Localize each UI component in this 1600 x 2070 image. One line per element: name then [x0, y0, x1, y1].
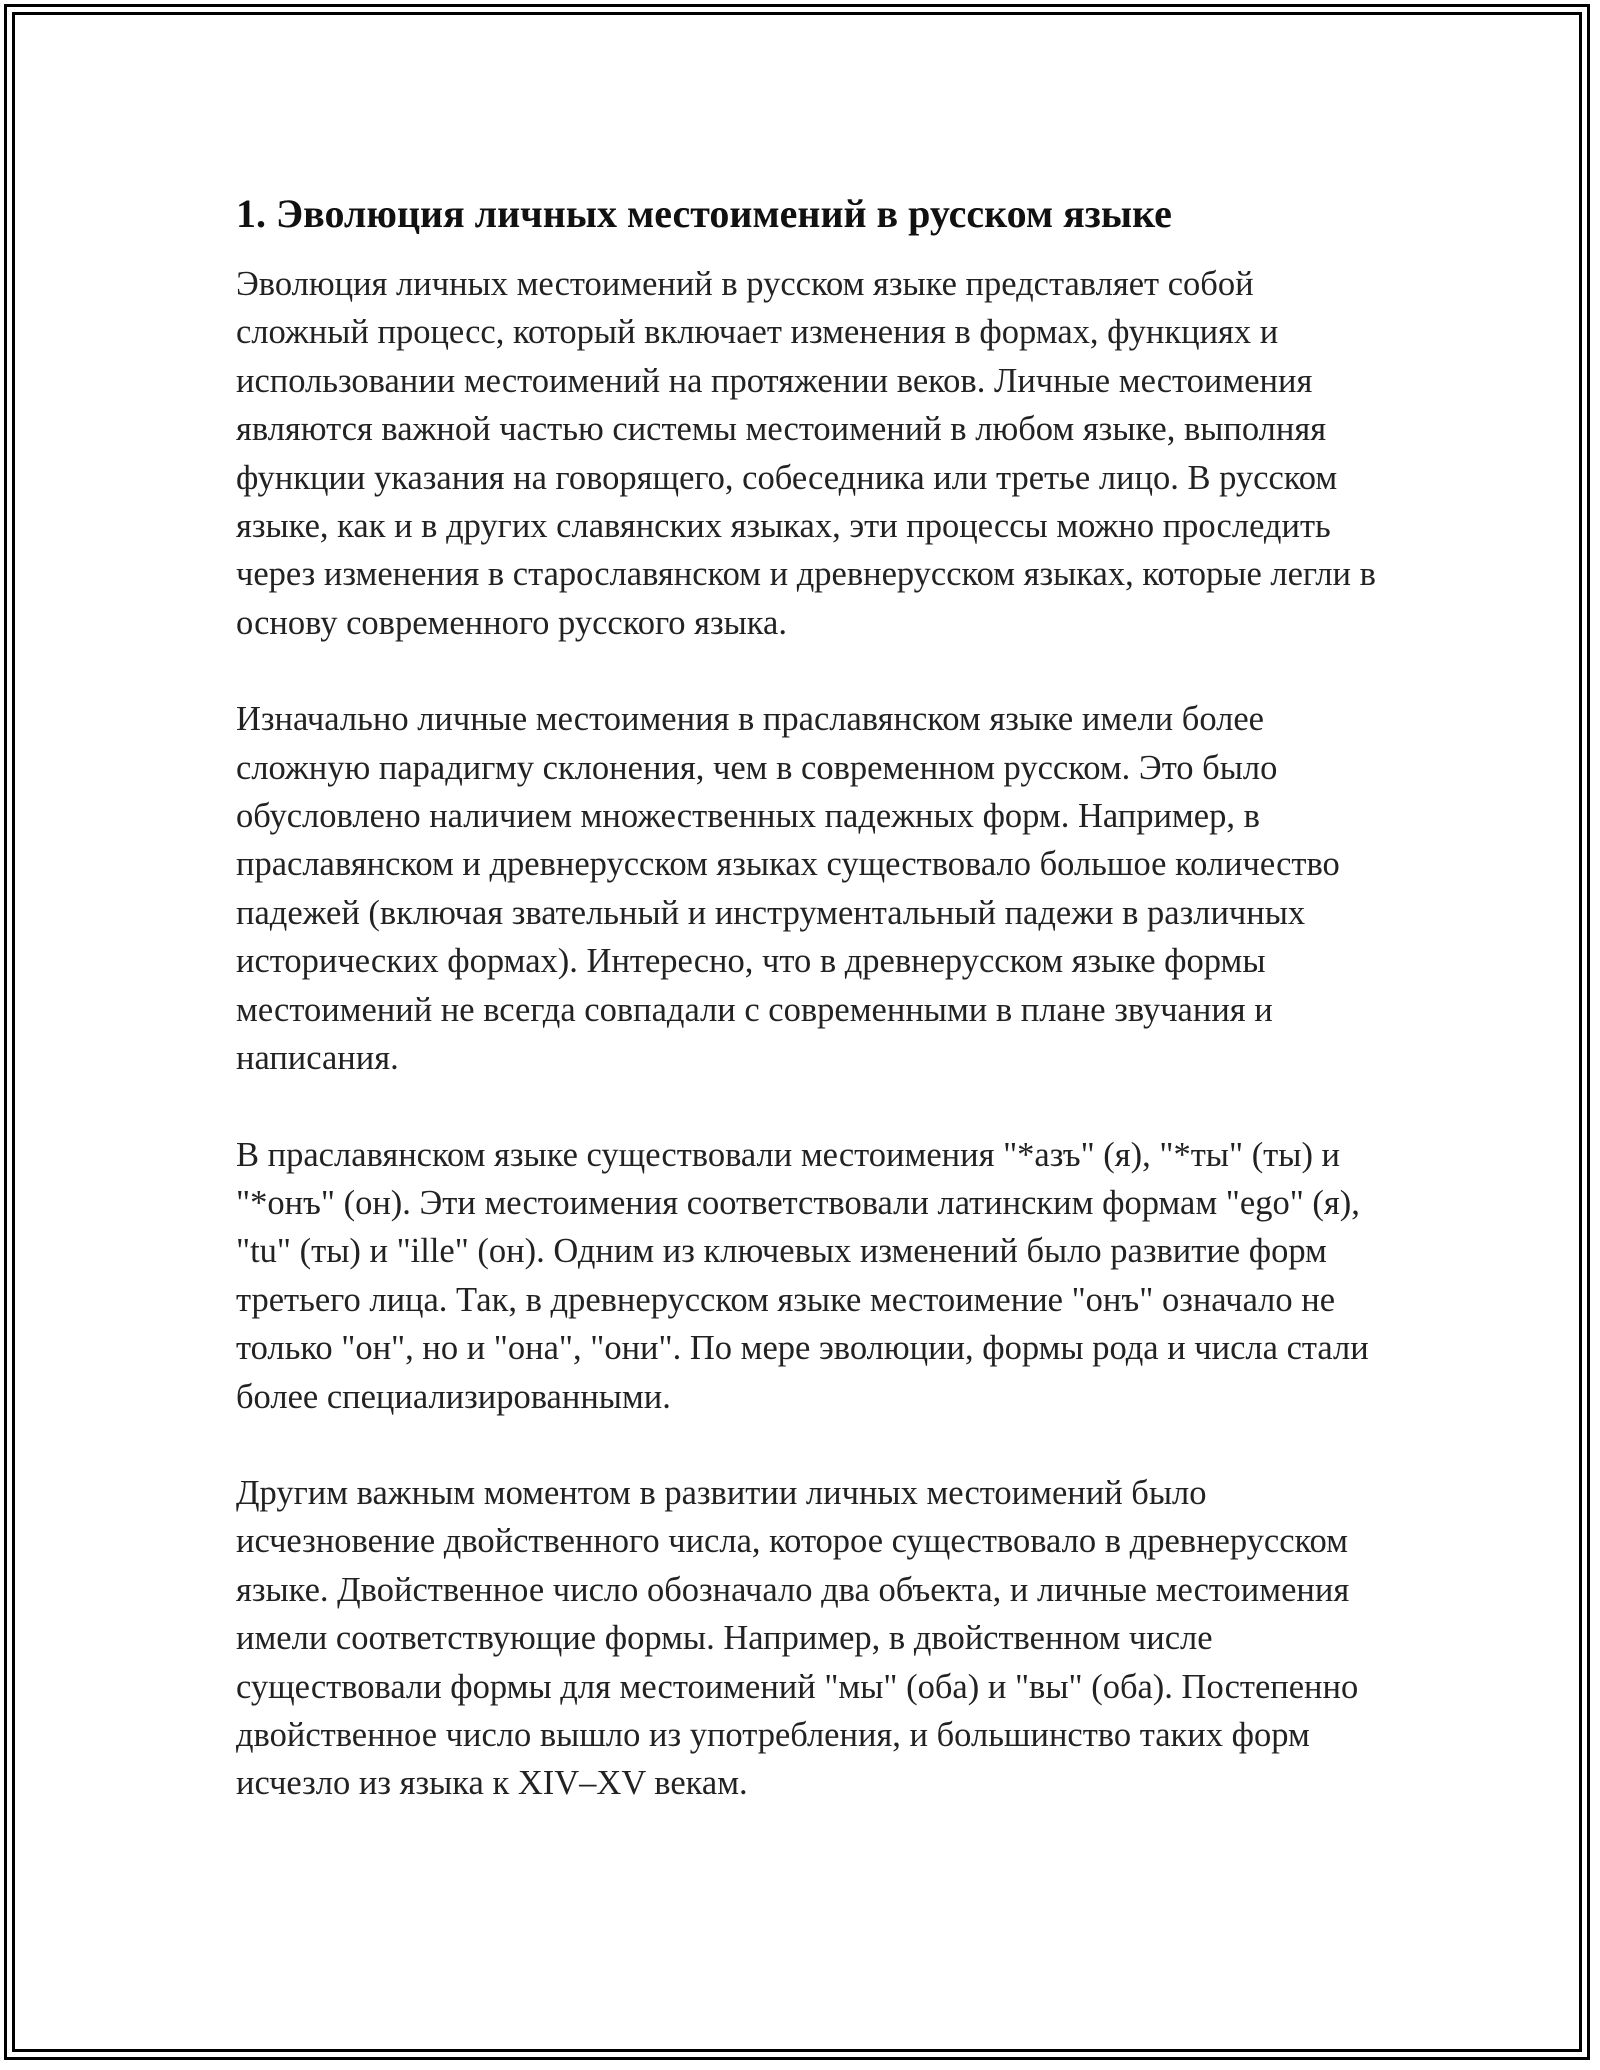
- section-title: 1. Эволюция личных местоимений в русском языке: [236, 191, 1172, 236]
- document-body: [236, 188, 1376, 1856]
- paragraph-2: Изначально личные местоимения в праславянском языке имели более сложную парадигму склонения, чем в современном русском. Это было обусловлено наличием множественных падежных форм. Например, в праславянском и древнерусском языках существовало большое количество падежей (включая звательный и инструментальный падежи в различных исторических формах). Интересно, что в древнерусском языке формы местоимений не всегда совпадали с современными в плане звучания и написания.: [236, 700, 1340, 1078]
- paragraph-4: Другим важным моментом в развитии личных местоимений было исчезновение двойственного числа, которое существовало в древнерусском языке. Двойственное число обозначало два объекта, и личные местоимения имели соответствующие формы. Например, в двойственном числе существовали формы для местоимений "мы" (оба) и "вы" (оба). Постепенно двойственное число вышло из употребления, и большинство таких форм исчезло из языка к XIV–XV векам.: [236, 1473, 1359, 1803]
- paragraph-1: Эволюция личных местоимений в русском языке представляет собой сложный процесс, который включает изменения в формах, функциях и использовании местоимений на протяжении веков. Личные местоимения являются важной частью системы местоимений в любом языке, выполняя функции указания на говорящего, собеседника или третье лицо. В русском языке, как и в других славянских языках, эти процессы можно проследить через изменения в старославянском и древнерусском языках, которые легли в основу современного русского языка.: [236, 265, 1376, 642]
- paragraph-3: В праславянском языке существовали местоимения "*азъ" (я), "*ты" (ты) и "*онъ" (он). Эти местоимения соответствовали латинским формам "ego" (я), "tu" (ты) и "ille" (он). Одним из ключевых изменений было развитие форм третьего лица. Так, в древнерусском языке местоимение "онъ" означало не только "он", но и "она", "они". По мере эволюции, формы рода и числа стали более специализированными.: [236, 1135, 1369, 1416]
